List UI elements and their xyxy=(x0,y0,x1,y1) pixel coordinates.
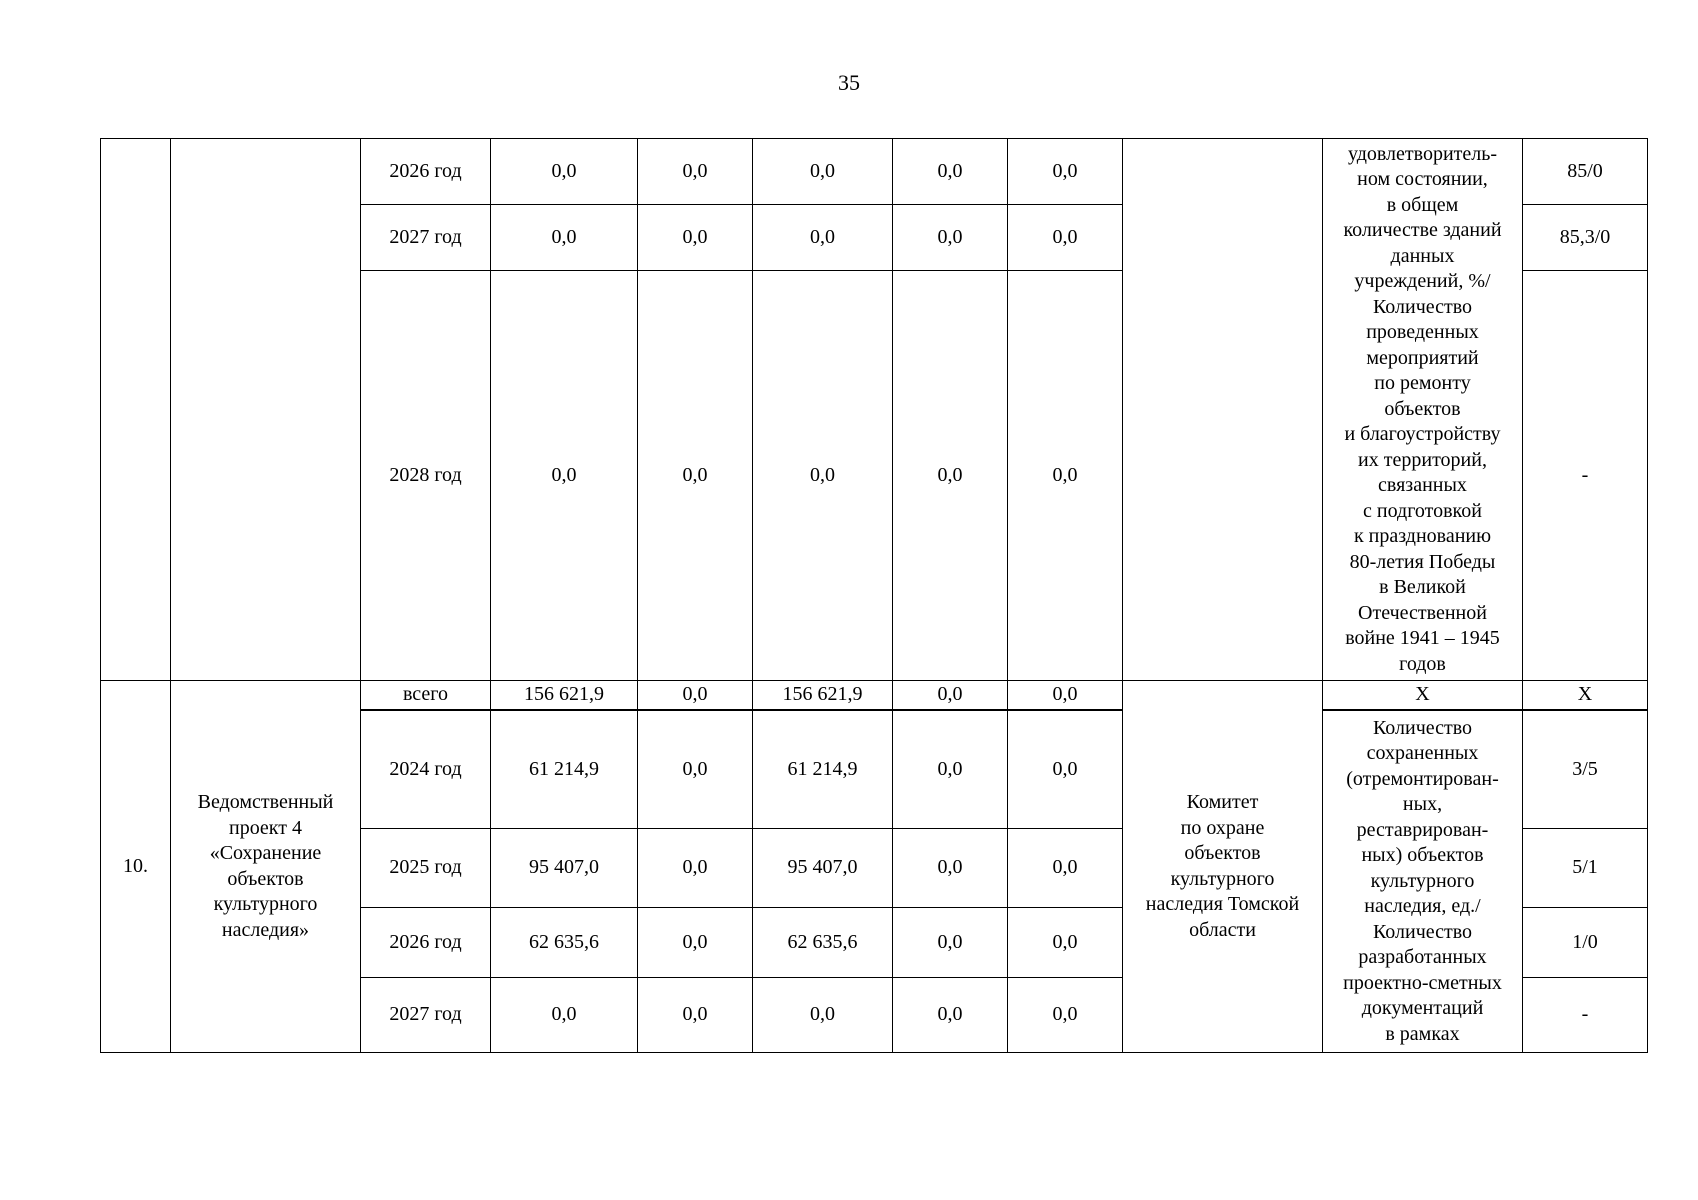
value-cell: 0,0 xyxy=(638,139,753,205)
value-cell: 62 635,6 xyxy=(753,908,893,978)
target-value-cell: 1/0 xyxy=(1523,908,1648,978)
value-cell: 0,0 xyxy=(893,710,1008,829)
value-cell: 0,0 xyxy=(753,978,893,1053)
value-cell: 0,0 xyxy=(1008,710,1123,829)
value-cell: 0,0 xyxy=(638,271,753,681)
value-cell: 0,0 xyxy=(753,139,893,205)
indicator-total-cell: X xyxy=(1323,681,1523,710)
item-name-cell xyxy=(171,139,361,681)
item-number-cell xyxy=(101,139,171,681)
year-cell: 2028 год xyxy=(361,271,491,681)
value-cell: 0,0 xyxy=(491,205,638,271)
year-cell: 2027 год xyxy=(361,978,491,1053)
responsible-cell xyxy=(1123,139,1323,681)
value-cell: 0,0 xyxy=(753,271,893,681)
value-cell: 0,0 xyxy=(1008,205,1123,271)
value-cell: 0,0 xyxy=(1008,139,1123,205)
value-cell: 0,0 xyxy=(893,978,1008,1053)
value-cell: 95 407,0 xyxy=(491,829,638,908)
value-cell: 0,0 xyxy=(753,205,893,271)
value-cell: 0,0 xyxy=(638,908,753,978)
value-cell: 0,0 xyxy=(491,271,638,681)
value-cell: 0,0 xyxy=(638,829,753,908)
value-cell: 0,0 xyxy=(1008,681,1123,710)
value-cell: 61 214,9 xyxy=(753,710,893,829)
value-cell: 0,0 xyxy=(893,908,1008,978)
year-cell: 2024 год xyxy=(361,710,491,829)
value-cell: 0,0 xyxy=(893,205,1008,271)
value-cell: 0,0 xyxy=(893,829,1008,908)
item-name-cell: Ведомственный проект 4 «Сохранение объектов культурного наследия» xyxy=(171,681,361,1053)
value-cell: 0,0 xyxy=(1008,271,1123,681)
value-cell: 0,0 xyxy=(893,139,1008,205)
value-cell: 61 214,9 xyxy=(491,710,638,829)
value-cell: 0,0 xyxy=(1008,829,1123,908)
target-value-cell: 85,3/0 xyxy=(1523,205,1648,271)
value-cell: 0,0 xyxy=(1008,908,1123,978)
item-number-cell: 10. xyxy=(101,681,171,1053)
value-cell: 156 621,9 xyxy=(753,681,893,710)
year-cell: 2025 год xyxy=(361,829,491,908)
value-cell: 0,0 xyxy=(893,681,1008,710)
table-row xyxy=(101,139,1648,205)
target-value-cell: - xyxy=(1523,271,1648,681)
value-cell: 62 635,6 xyxy=(491,908,638,978)
year-cell: всего xyxy=(361,681,491,710)
value-cell: 0,0 xyxy=(1008,978,1123,1053)
year-cell: 2027 год xyxy=(361,205,491,271)
year-cell: 2026 год xyxy=(361,908,491,978)
responsible-cell: Комитет по охране объектов культурного наследия Томской области xyxy=(1123,681,1323,1053)
value-cell: 0,0 xyxy=(491,139,638,205)
target-value-cell: - xyxy=(1523,978,1648,1053)
page-number: 35 xyxy=(838,70,860,95)
value-cell: 0,0 xyxy=(893,271,1008,681)
table-row xyxy=(101,681,1648,710)
indicator-cell: Количество сохраненных (отремонтирован- ных, реставрирован- ных) объектов культурного наследия, ед./ Количество разработанных проектно-сметных документаций в рамках xyxy=(1323,710,1523,1053)
indicator-cell: удовлетворитель- ном состоянии, в общем количестве зданий данных учреждений, %/ Количество проведенных мероприятий по ремонту объектов и благоустройству их территорий, связанных с подготовкой к празднованию 80-летия Победы в Великой Отечественной войне 1941 – 1945 годов xyxy=(1323,139,1523,681)
value-cell: 0,0 xyxy=(638,205,753,271)
target-value-cell: 85/0 xyxy=(1523,139,1648,205)
target-value-cell: X xyxy=(1523,681,1648,710)
value-cell: 0,0 xyxy=(491,978,638,1053)
value-cell: 95 407,0 xyxy=(753,829,893,908)
target-value-cell: 3/5 xyxy=(1523,710,1648,829)
value-cell: 0,0 xyxy=(638,978,753,1053)
value-cell: 0,0 xyxy=(638,710,753,829)
value-cell: 156 621,9 xyxy=(491,681,638,710)
value-cell: 0,0 xyxy=(638,681,753,710)
target-value-cell: 5/1 xyxy=(1523,829,1648,908)
financing-table xyxy=(100,138,1648,1053)
year-cell: 2026 год xyxy=(361,139,491,205)
